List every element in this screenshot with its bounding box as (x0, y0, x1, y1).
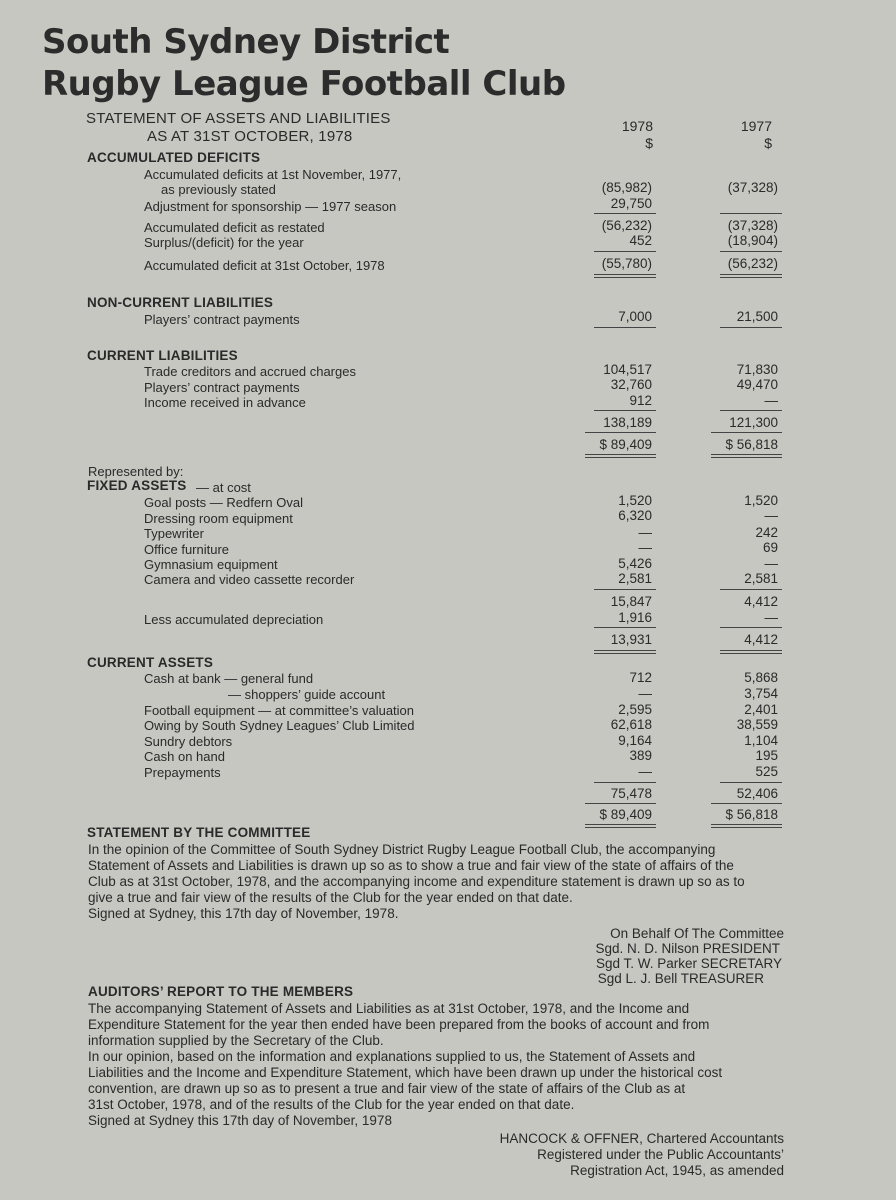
value-1977: 69 (762, 540, 778, 555)
value-1977: 3,754 (744, 686, 778, 701)
value-1978: — (638, 686, 652, 701)
value-1978: (56,232) (601, 218, 652, 233)
section-committee-statement: STATEMENT BY THE COMMITTEE (87, 825, 311, 840)
subtotal-1977: 121,300 (729, 415, 778, 430)
fixed-assets-basis: — at cost (196, 480, 251, 495)
committee-text-line: Statement of Assets and Liabilities is drawn up so as to show a true and fair view of the state of affairs of the (88, 858, 734, 873)
total-rule (720, 650, 782, 651)
subtotal-1977: 4,412 (744, 594, 778, 609)
row-label: Less accumulated depreciation (144, 612, 324, 627)
committee-signature: On Behalf Of The Committee (610, 926, 784, 941)
total-rule (585, 827, 656, 828)
total-1978: $ 89,409 (599, 807, 652, 822)
total-rule (594, 277, 656, 278)
value-1978: 2,581 (618, 571, 652, 586)
total-rule (585, 454, 656, 455)
value-1978: 5,426 (618, 556, 652, 571)
value-1977: — (764, 556, 778, 571)
committee-signed-line: Signed at Sydney, this 17th day of November, 1978. (88, 906, 399, 921)
value-1978: (55,780) (601, 256, 652, 271)
subtotal-rule (594, 213, 656, 214)
row-label: Football equipment — at committee’s valuation (144, 703, 415, 718)
value-1977: — (764, 610, 778, 625)
committee-text-line: In the opinion of the Committee of South Sydney District Rugby League Football Club, the accompanying (88, 842, 716, 857)
row-label: Players’ contract payments (144, 380, 300, 395)
value-1977: (37,328) (727, 218, 778, 233)
represented-by-label: Represented by: (88, 464, 184, 479)
total-rule (711, 824, 782, 825)
section-fixed-assets: FIXED ASSETS (87, 478, 187, 493)
subtotal-rule (720, 589, 782, 590)
total-rule (720, 274, 782, 275)
value-1978: — (638, 540, 652, 555)
row-label: Surplus/(deficit) for the year (144, 235, 304, 250)
value-1977: (56,232) (727, 256, 778, 271)
committee-text-line: Club as at 31st October, 1978, and the accompanying income and expenditure statement is drawn up so as to (88, 874, 745, 889)
committee-signature: Sgd T. W. Parker SECRETARY (595, 956, 782, 971)
auditors-text-line: In our opinion, based on the information and explanations supplied to us, the Statement of Assets and (88, 1049, 696, 1064)
net-1978: 13,931 (610, 632, 652, 647)
total-1978: $ 89,409 (599, 437, 652, 452)
total-rule (711, 827, 782, 828)
subtotal-rule (594, 627, 656, 628)
currency-1977: $ (764, 135, 772, 151)
total-1977: $ 56,818 (725, 437, 778, 452)
value-1977: 21,500 (736, 309, 778, 324)
subtotal-1978: 75,478 (610, 786, 652, 801)
subtotal-rule (594, 589, 656, 590)
row-label: Accumulated deficit as restated (144, 220, 325, 235)
row-label: Adjustment for sponsorship — 1977 season (144, 199, 397, 214)
value-1978: 452 (629, 233, 652, 248)
net-1977: 4,412 (744, 632, 778, 647)
subtotal-rule (720, 327, 782, 328)
value-1978: 32,760 (610, 377, 652, 392)
auditors-text-line: convention, are drawn up so as to present a true and fair view of the state of affairs of the Club as at (88, 1081, 686, 1096)
subtotal-rule (720, 782, 782, 783)
value-1978: 2,595 (618, 702, 652, 717)
value-1977: 2,581 (744, 571, 778, 586)
value-1977: (37,328) (727, 180, 778, 195)
row-label: Prepayments (144, 765, 221, 780)
subtotal-rule (585, 432, 656, 433)
value-1978: 1,520 (618, 493, 652, 508)
value-1978: 1,916 (618, 610, 652, 625)
subtotal-rule (711, 803, 782, 804)
subtotal-rule (594, 251, 656, 252)
value-1977: 49,470 (736, 377, 778, 392)
value-1977: 242 (755, 525, 778, 540)
total-rule (585, 457, 656, 458)
subtotal-rule (585, 803, 656, 804)
value-1977: 1,104 (744, 733, 778, 748)
row-label: as previously stated (161, 182, 276, 197)
auditors-text-line: 31st October, 1978, and of the results of the Club for the year ended on that date. (88, 1097, 575, 1112)
row-label: Income received in advance (144, 395, 306, 410)
subtotal-rule (720, 627, 782, 628)
column-header-1978: 1978 (621, 118, 653, 134)
value-1978: 6,320 (618, 508, 652, 523)
statement-title-line1: STATEMENT OF ASSETS AND LIABILITIES (86, 110, 391, 127)
value-1977: 525 (755, 764, 778, 779)
auditors-text-line: The accompanying Statement of Assets and Liabilities as at 31st October, 1978, and the Income and (88, 1001, 690, 1016)
committee-signature: Sgd L. J. Bell TREASURER (597, 971, 764, 986)
section-current-liabilities: CURRENT LIABILITIES (87, 348, 238, 363)
total-rule (720, 277, 782, 278)
value-1978: 62,618 (610, 717, 652, 732)
statement-title-line2: AS AT 31ST OCTOBER, 1978 (147, 128, 353, 145)
row-label: Accumulated deficits at 1st November, 1977, (144, 167, 402, 182)
row-label: — shoppers’ guide account (228, 687, 386, 702)
column-header-1977: 1977 (740, 118, 772, 134)
auditor-firm-line: Registered under the Public Accountants’ (537, 1147, 784, 1162)
value-1978: 7,000 (618, 309, 652, 324)
subtotal-rule (594, 782, 656, 783)
subtotal-1978: 138,189 (603, 415, 652, 430)
row-label: Players’ contract payments (144, 312, 300, 327)
subtotal-rule (594, 410, 656, 411)
subtotal-rule (720, 213, 782, 214)
row-label: Cash on hand (144, 749, 225, 764)
value-1978: 29,750 (610, 196, 652, 211)
total-rule (711, 457, 782, 458)
row-label: Goal posts — Redfern Oval (144, 495, 303, 510)
total-rule (711, 454, 782, 455)
row-label: Dressing room equipment (144, 511, 293, 526)
currency-1978: $ (645, 135, 653, 151)
committee-text-line: give a true and fair view of the results of the Club for the year ended on that date. (88, 890, 573, 905)
value-1977: — (764, 508, 778, 523)
total-rule (594, 274, 656, 275)
row-label: Office furniture (144, 542, 230, 557)
total-rule (720, 653, 782, 654)
subtotal-1977: 52,406 (736, 786, 778, 801)
committee-signature: Sgd. N. D. Nilson PRESIDENT (595, 941, 780, 956)
value-1977: 1,520 (744, 493, 778, 508)
value-1977: 71,830 (736, 362, 778, 377)
row-label: Cash at bank — general fund (144, 671, 314, 686)
total-1977: $ 56,818 (725, 807, 778, 822)
value-1977: 5,868 (744, 670, 778, 685)
total-rule (585, 824, 656, 825)
value-1977: (18,904) (727, 233, 778, 248)
value-1978: 712 (629, 670, 652, 685)
club-title-line1: South Sydney District (42, 22, 450, 62)
value-1978: (85,982) (601, 180, 652, 195)
auditor-firm-line: HANCOCK & OFFNER, Chartered Accountants (499, 1131, 784, 1146)
total-rule (594, 650, 656, 651)
auditors-text-line: Expenditure Statement for the year then ended have been prepared from the books of account and from (88, 1017, 710, 1032)
row-label: Accumulated deficit at 31st October, 1978 (144, 258, 385, 273)
subtotal-rule (720, 410, 782, 411)
value-1977: 195 (755, 748, 778, 763)
value-1977: 38,559 (736, 717, 778, 732)
row-label: Camera and video cassette recorder (144, 572, 355, 587)
total-rule (594, 653, 656, 654)
auditors-text-line: Liabilities and the Income and Expenditure Statement, which have been drawn up under the historical cost (88, 1065, 723, 1080)
value-1978: — (638, 525, 652, 540)
auditor-firm-line: Registration Act, 1945, as amended (570, 1163, 784, 1178)
value-1978: 104,517 (603, 362, 652, 377)
row-label: Owing by South Sydney Leagues’ Club Limited (144, 718, 415, 733)
auditors-signed-line: Signed at Sydney this 17th day of November, 1978 (88, 1113, 392, 1128)
value-1977: — (764, 393, 778, 408)
section-non-current-liabilities: NON-CURRENT LIABILITIES (87, 295, 274, 310)
section-auditors-report: AUDITORS’ REPORT TO THE MEMBERS (88, 984, 354, 999)
section-current-assets: CURRENT ASSETS (87, 655, 214, 670)
value-1978: — (638, 764, 652, 779)
club-title-line2: Rugby League Football Club (42, 64, 566, 104)
subtotal-rule (720, 251, 782, 252)
section-accumulated-deficits: ACCUMULATED DEFICITS (87, 150, 261, 165)
value-1978: 9,164 (618, 733, 652, 748)
auditors-text-line: information supplied by the Secretary of the Club. (88, 1033, 384, 1048)
row-label: Gymnasium equipment (144, 557, 278, 572)
value-1978: 912 (629, 393, 652, 408)
subtotal-1978: 15,847 (610, 594, 652, 609)
subtotal-rule (711, 432, 782, 433)
value-1977: 2,401 (744, 702, 778, 717)
row-label: Typewriter (144, 526, 204, 541)
subtotal-rule (594, 327, 656, 328)
row-label: Trade creditors and accrued charges (144, 364, 356, 379)
row-label: Sundry debtors (144, 734, 233, 749)
value-1978: 389 (629, 748, 652, 763)
